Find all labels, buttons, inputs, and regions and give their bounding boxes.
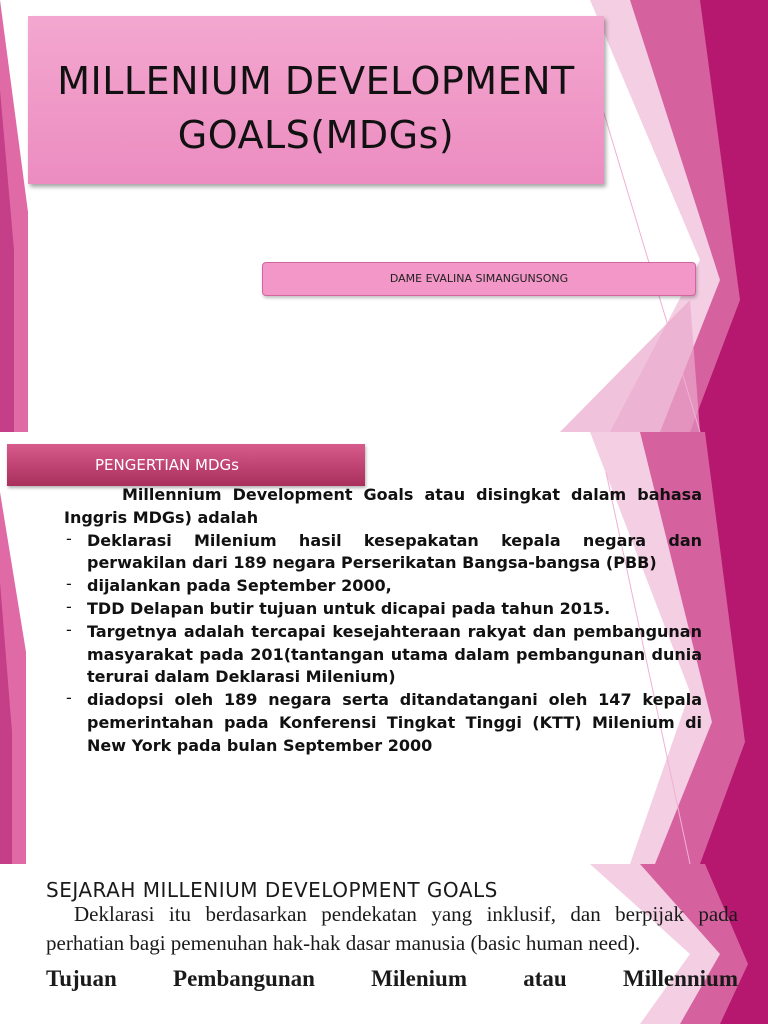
bullet-marker: - [66,619,72,639]
list-item [64,621,702,689]
bullet-list [64,530,702,758]
section-header-bar [7,444,365,486]
paragraph: Deklarasi itu berdasarkan pendekatan yang inklusif, dan berpijak pada perhatian bagi pemenuhan hak-hak dasar manusia (basic human need). [46,902,738,955]
list-item-text: dijalankan pada September 2000, [87,576,392,596]
list-item [64,598,702,621]
list-item-text: Deklarasi Milenium hasil kesepakatan kepala negara dan perwakilan dari 189 negara Perserikatan Bangsa-bangsa (PBB) [87,530,702,573]
bullet-marker: - [66,688,72,708]
intro-paragraph: Millennium Development Goals atau disingkat dalam bahasa Inggris MDGs) adalah [64,485,702,527]
slide-title-text [28,54,604,162]
title-box [28,16,604,184]
section-title: SEJARAH MILLENIUM DEVELOPMENT GOALS [46,878,498,902]
right-chevron-lower [560,300,700,432]
slide-title [0,0,768,432]
author-box [262,262,696,296]
slide-body [64,484,702,758]
title-line-2: GOALS(MDGs) [177,113,455,157]
section-header: PENGERTIAN MDGs [95,456,239,474]
list-item-text: diadopsi oleh 189 negara serta ditandatangani oleh 147 kepala pemerintahan pada Konferensi Tingkat Tinggi (KTT) Milenium di New York pada bulan September 2000 [87,690,702,755]
bullet-marker: - [66,528,72,548]
list-item-text: Targetnya adalah tercapai kesejahteraan rakyat dan pembangunan masyarakat pada 201(tantangan utama dalam pembangunan dunia terurai dalam Deklarasi Milenium) [87,621,702,687]
author-name: DAME EVALINA SIMANGUNSONG [389,272,569,285]
bullet-marker: - [66,574,72,594]
slide-body [46,900,738,993]
bullet-marker: - [66,596,72,616]
list-item [64,575,702,598]
list-item [64,530,702,576]
slide-pengertian [0,432,768,864]
list-item-text: TDD Delapan butir tujuan untuk dicapai pada tahun 2015. [87,598,611,618]
slide-sejarah [0,864,768,1024]
title-line-1: MILLENIUM DEVELOPMENT [57,59,575,103]
paragraph-bold: Tujuan Pembangunan Milenium atau Millennium [46,966,738,991]
list-item [64,689,702,757]
